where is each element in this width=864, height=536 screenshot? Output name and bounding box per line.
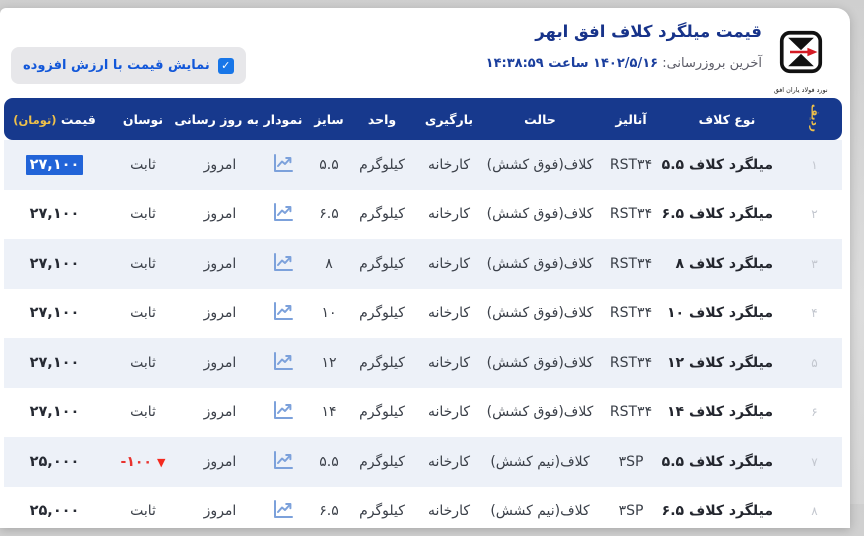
state-cell: کلاف(فوق کشش) xyxy=(485,355,595,371)
price-cell: ۲۷,۱۰۰ xyxy=(4,256,105,272)
analysis-cell: RST۳۴ xyxy=(595,256,667,272)
chart-cell xyxy=(259,350,307,376)
size-cell: ۸ xyxy=(307,256,351,272)
price-cell: ۲۷,۱۰۰ xyxy=(4,206,105,222)
update-cell: امروز xyxy=(181,503,259,519)
price-table xyxy=(4,98,842,536)
table-row xyxy=(4,487,842,536)
unit-cell: کیلوگرم xyxy=(351,206,413,222)
state-cell: کلاف(فوق کشش) xyxy=(485,256,595,272)
price-cell: ۲۷,۱۰۰ xyxy=(4,157,105,173)
analysis-cell: RST۳۴ xyxy=(595,206,667,222)
analysis-cell: RST۳۴ xyxy=(595,305,667,321)
update-cell: امروز xyxy=(181,157,259,173)
product-name-cell: میلگرد کلاف ۶.۵ xyxy=(667,503,787,519)
update-cell: امروز xyxy=(181,256,259,272)
chart-cell xyxy=(259,498,307,524)
fluctuation-cell: ثابت xyxy=(105,404,181,420)
row-number-cell: ۷ xyxy=(787,455,842,469)
state-cell: کلاف(نیم کشش) xyxy=(485,454,595,470)
line-chart-icon[interactable] xyxy=(271,399,295,421)
unit-cell: کیلوگرم xyxy=(351,256,413,272)
loading-cell: کارخانه xyxy=(413,206,485,222)
loading-cell: کارخانه xyxy=(413,404,485,420)
loading-cell: کارخانه xyxy=(413,305,485,321)
page-title: قیمت میلگرد کلاف افق ابهر xyxy=(486,22,762,41)
table-row xyxy=(4,338,842,388)
product-name-cell: میلگرد کلاف ۸ xyxy=(667,256,787,272)
column-header-state: حالت xyxy=(485,112,595,127)
product-name-cell: میلگرد کلاف ۱۰ xyxy=(667,305,787,321)
price-cell: ۲۵,۰۰۰ xyxy=(4,503,105,519)
price-cell: ۲۷,۱۰۰ xyxy=(4,355,105,371)
chart-cell xyxy=(259,152,307,178)
column-header-analysis: آنالیز xyxy=(595,112,667,127)
price-cell: ۲۷,۱۰۰ xyxy=(4,305,105,321)
brand-block xyxy=(772,30,830,94)
state-cell: کلاف(فوق کشش) xyxy=(485,305,595,321)
price-cell: ۲۷,۱۰۰ xyxy=(4,404,105,420)
row-number-cell: ۵ xyxy=(787,356,842,370)
chart-cell xyxy=(259,300,307,326)
fluctuation-cell: ثابت xyxy=(105,256,181,272)
size-cell: ۵.۵ xyxy=(307,454,351,470)
line-chart-icon[interactable] xyxy=(271,449,295,471)
table-row xyxy=(4,388,842,438)
size-cell: ۵.۵ xyxy=(307,157,351,173)
product-name-cell: میلگرد کلاف ۵.۵ xyxy=(667,454,787,470)
product-name-cell: میلگرد کلاف ۵.۵ xyxy=(667,157,787,173)
table-row xyxy=(4,289,842,339)
unit-cell: کیلوگرم xyxy=(351,355,413,371)
chart-cell xyxy=(259,251,307,277)
loading-cell: کارخانه xyxy=(413,157,485,173)
size-cell: ۶.۵ xyxy=(307,206,351,222)
row-number-cell: ۸ xyxy=(787,504,842,518)
unit-cell: کیلوگرم xyxy=(351,305,413,321)
table-row xyxy=(4,437,842,487)
state-cell: کلاف(فوق کشش) xyxy=(485,404,595,420)
fluctuation-cell: ثابت xyxy=(105,305,181,321)
table-row xyxy=(4,190,842,240)
line-chart-icon[interactable] xyxy=(271,300,295,322)
chart-cell xyxy=(259,399,307,425)
product-name-cell: میلگرد کلاف ۶.۵ xyxy=(667,206,787,222)
update-cell: امروز xyxy=(181,206,259,222)
size-cell: ۶.۵ xyxy=(307,503,351,519)
content-card xyxy=(0,8,850,528)
column-header-radif: ردیف xyxy=(787,101,842,138)
vat-toggle-label: نمایش قیمت با ارزش افزوده xyxy=(23,58,210,73)
row-number-cell: ۴ xyxy=(787,306,842,320)
company-logo-icon xyxy=(772,30,830,74)
price-cell: ۲۵,۰۰۰ xyxy=(4,454,105,470)
unit-cell: کیلوگرم xyxy=(351,404,413,420)
fluctuation-cell: ▼ -۱۰۰ xyxy=(105,454,181,471)
row-number-cell: ۱ xyxy=(787,158,842,172)
update-cell: امروز xyxy=(181,355,259,371)
line-chart-icon[interactable] xyxy=(271,350,295,372)
down-triangle-icon: ▼ xyxy=(157,457,165,468)
unit-cell: کیلوگرم xyxy=(351,503,413,519)
logo-caption: نورد فولاد یاران افق xyxy=(774,86,827,93)
analysis-cell: RST۳۴ xyxy=(595,157,667,173)
line-chart-icon[interactable] xyxy=(271,498,295,520)
loading-cell: کارخانه xyxy=(413,355,485,371)
size-cell: ۱۴ xyxy=(307,404,351,420)
column-header-size: سایز xyxy=(307,112,351,127)
fluctuation-cell: ثابت xyxy=(105,206,181,222)
line-chart-icon[interactable] xyxy=(271,201,295,223)
last-update-line xyxy=(486,56,762,71)
size-cell: ۱۲ xyxy=(307,355,351,371)
analysis-cell: ۳SP xyxy=(595,503,667,519)
row-number-cell: ۲ xyxy=(787,207,842,221)
loading-cell: کارخانه xyxy=(413,256,485,272)
last-update-label: آخرین بروزرسانی: xyxy=(662,56,762,71)
fluctuation-cell: ثابت xyxy=(105,157,181,173)
fluctuation-cell: ثابت xyxy=(105,355,181,371)
column-header-unit: واحد xyxy=(351,112,413,127)
chart-cell xyxy=(259,201,307,227)
column-header-loading: بارگیری xyxy=(413,112,485,127)
row-number-cell: ۶ xyxy=(787,405,842,419)
update-cell: امروز xyxy=(181,454,259,470)
table-header-row xyxy=(4,98,842,140)
product-name-cell: میلگرد کلاف ۱۴ xyxy=(667,404,787,420)
table-body xyxy=(4,140,842,536)
column-header-coil-type: نوع کلاف xyxy=(667,112,787,127)
column-header-update: به روز رسانی xyxy=(181,112,259,127)
price-unit-label: (تومان) xyxy=(13,113,56,127)
analysis-cell: RST۳۴ xyxy=(595,355,667,371)
table-row xyxy=(4,140,842,190)
last-update-value: ۱۴۰۲/۵/۱۶ ساعت ۱۴:۳۸:۵۹ xyxy=(486,56,658,71)
update-cell: امروز xyxy=(181,305,259,321)
analysis-cell: RST۳۴ xyxy=(595,404,667,420)
column-header-chart: نمودار xyxy=(259,112,307,127)
chart-cell xyxy=(259,449,307,475)
column-header-fluctuation: نوسان xyxy=(105,112,181,127)
line-chart-icon[interactable] xyxy=(271,251,295,273)
line-chart-icon[interactable] xyxy=(271,152,295,174)
unit-cell: کیلوگرم xyxy=(351,454,413,470)
size-cell: ۱۰ xyxy=(307,305,351,321)
state-cell: کلاف(فوق کشش) xyxy=(485,206,595,222)
product-name-cell: میلگرد کلاف ۱۲ xyxy=(667,355,787,371)
update-cell: امروز xyxy=(181,404,259,420)
fluctuation-cell: ثابت xyxy=(105,503,181,519)
row-number-cell: ۳ xyxy=(787,257,842,271)
title-block xyxy=(486,22,762,71)
table-row xyxy=(4,239,842,289)
loading-cell: کارخانه xyxy=(413,454,485,470)
checkbox-checked-icon[interactable]: ✓ xyxy=(218,58,234,74)
state-cell: کلاف(فوق کشش) xyxy=(485,157,595,173)
loading-cell: کارخانه xyxy=(413,503,485,519)
unit-cell: کیلوگرم xyxy=(351,157,413,173)
column-header-price: قیمت (تومان) xyxy=(4,112,105,127)
vat-toggle[interactable] xyxy=(11,47,246,84)
state-cell: کلاف(نیم کشش) xyxy=(485,503,595,519)
analysis-cell: ۳SP xyxy=(595,454,667,470)
